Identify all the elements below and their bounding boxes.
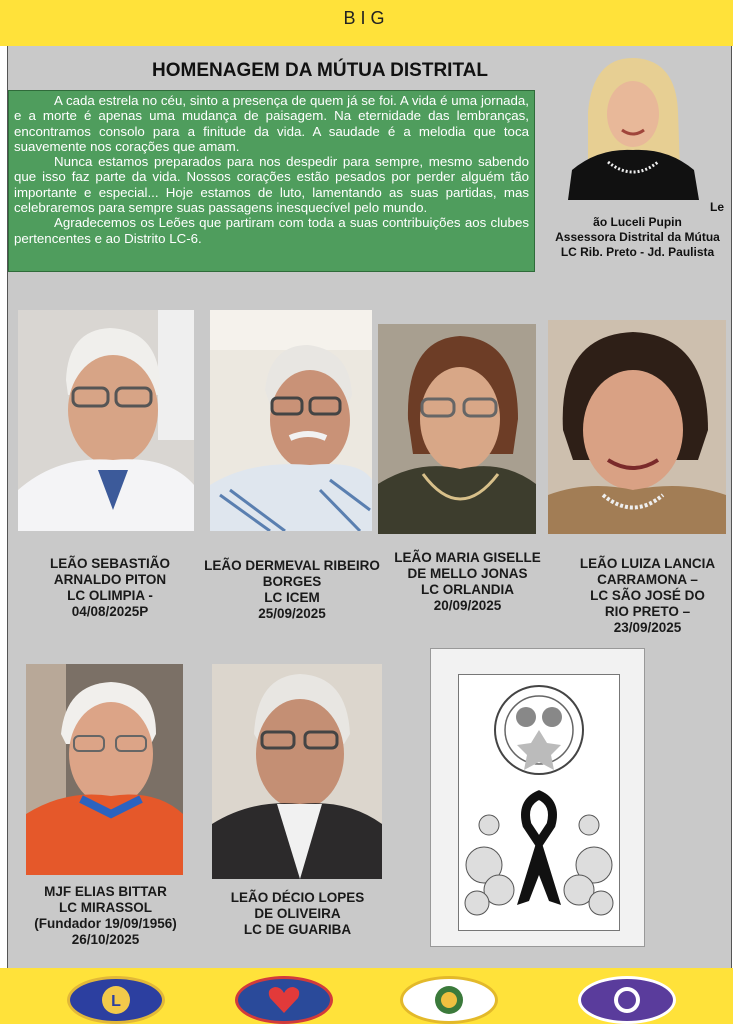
district-lc6-logo	[578, 976, 676, 1024]
author-caption: Le ão Luceli Pupin Assessora Distrital da Mútua LC Rib. Preto - Jd. Paulista	[555, 200, 724, 259]
member-caption-sebastiao: LEÃO SEBASTIÃO ARNALDO PITON LC OLIMPIA - 04/08/2025P	[49, 556, 170, 619]
tribute-paragraph-2: Nunca estamos preparados para nos despedir para sempre, mesmo sabendo que isso faz parte da vida. Nossos corações estão pesados por perder alguém tão importante e especial... Hoje estamos de luto, lamentando as suas partidas, mas celebraremos para sempre suas passagens inesquecível pelo mundo.	[14, 154, 529, 216]
author-portrait	[568, 52, 699, 200]
member-photo-luiza	[548, 320, 726, 534]
member-caption-luiza: LEÃO LUIZA LANCIA CARRAMONA – LC SÃO JOSÉ DO RIO PRETO – 23/09/2025	[579, 556, 716, 635]
mourning-card-frame	[458, 674, 620, 931]
mourning-ribbon-icon	[459, 675, 619, 930]
member-photo-elias	[26, 664, 183, 875]
footer-banner	[0, 968, 733, 1024]
club-heart-logo	[235, 976, 333, 1024]
member-photo-decio	[212, 664, 382, 879]
mourning-card	[430, 648, 645, 947]
member-photo-sebastiao	[18, 310, 194, 531]
tribute-text-box	[8, 90, 535, 272]
tribute-paragraph-1: A cada estrela no céu, sinto a presença de quem já se foi. A vida é uma jornada, e a morte é apenas uma mudança de paisagem. Na eternidade das lembranças, encontramos consolo para a finitude da vida. A saudade é a melodia que toca suavemente nos corações que amam.	[14, 93, 529, 154]
tribute-paragraph-3: Agradecemos os Leões que partiram com toda a suas contribuições aos clubes pertencentes e ao Distrito LC-6.	[14, 215, 529, 246]
member-photo-dermeval	[210, 310, 372, 531]
svg-text:L: L	[111, 993, 121, 1010]
member-photo-maria-giselle	[378, 324, 536, 534]
member-caption-dermeval: LEÃO DERMEVAL RIBEIRO BORGES LC ICEM 25/09/2025	[204, 558, 380, 621]
member-caption-decio: LEÃO DÉCIO LOPES DE OLIVEIRA LC DE GUARIBA	[230, 890, 365, 937]
member-caption-maria-giselle: LEÃO MARIA GISELLE DE MELLO JONAS LC ORLANDIA 20/09/2025	[394, 550, 541, 613]
unidos-para-servir-logo	[400, 976, 498, 1024]
page-title: HOMENAGEM DA MÚTUA DISTRITAL	[152, 60, 488, 81]
banner-title: BIG	[343, 8, 390, 28]
member-caption-elias: MJF ELIAS BITTAR LC MIRASSOL (Fundador 19/09/1956) 26/10/2025	[34, 884, 177, 947]
lions-international-logo	[67, 976, 165, 1024]
top-banner	[0, 0, 733, 46]
